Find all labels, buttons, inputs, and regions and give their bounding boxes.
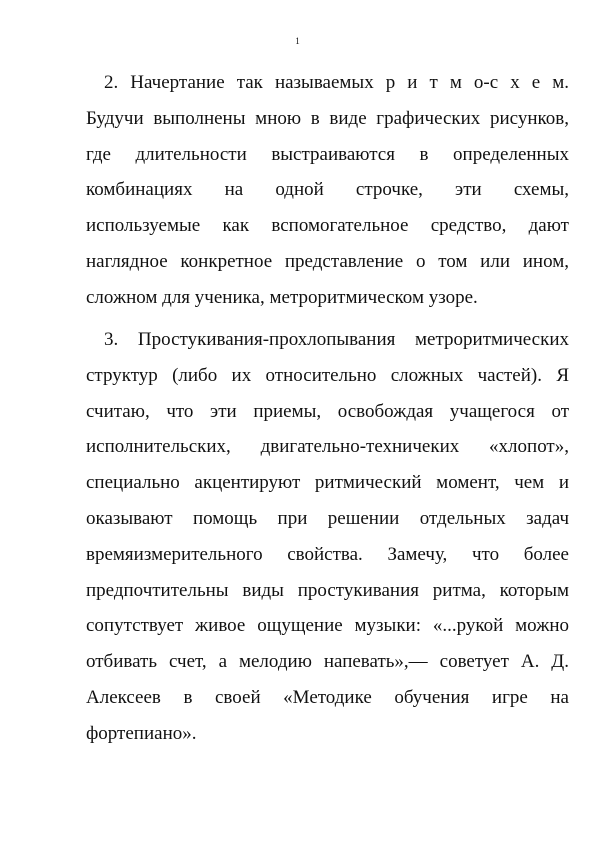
text-line: предпочтительны виды простукивания ритма, которым [86,579,569,601]
text-line: специально акцентируют ритмический момент, чем и [86,472,569,494]
text-line: сопутствует живое ощущение музыки: «...рукой можно [86,615,569,637]
text-line: Алексеев в своей «Методике обучения игре на [86,686,569,708]
text-line: 3. Простукивания-прохлопывания метроритмических [104,329,569,350]
text-line: оказывают помощь при решении отдельных задач [86,507,569,529]
text-line: структур (либо их относительно сложных частей). Я [86,364,569,386]
text-line: времяизмерительного свойства. Замечу, что более [86,543,569,565]
text-line: фортепиано». [86,722,197,744]
text-line: 2. Начертание так называемых р и т м о-с х е м. [104,72,569,93]
text-line: Будучи выполнены мною в виде графических рисунков, [86,107,569,129]
paragraph-3 [86,322,569,752]
text-line: считаю, что эти приемы, освобождая учащегося от [86,400,569,422]
text-line: где длительности выстраиваются в определенных [86,143,569,165]
text-line: сложном для ученика, метроритмическом узоре. [86,286,478,308]
text-line: исполнительских, двигательно-техничеких «хлопот», [86,436,569,458]
text-line: используемые как вспомогательное средство, дают [86,215,569,237]
text-line: отбивать счет, а мелодию напевать»,— советует А. Д. [86,651,569,673]
page-number: 1 [295,36,300,46]
text-line: наглядное конкретное представление о том или ином, [86,250,569,272]
text-line: комбинациях на одной строчке, эти схемы, [86,179,569,201]
paragraph-2 [86,65,569,316]
